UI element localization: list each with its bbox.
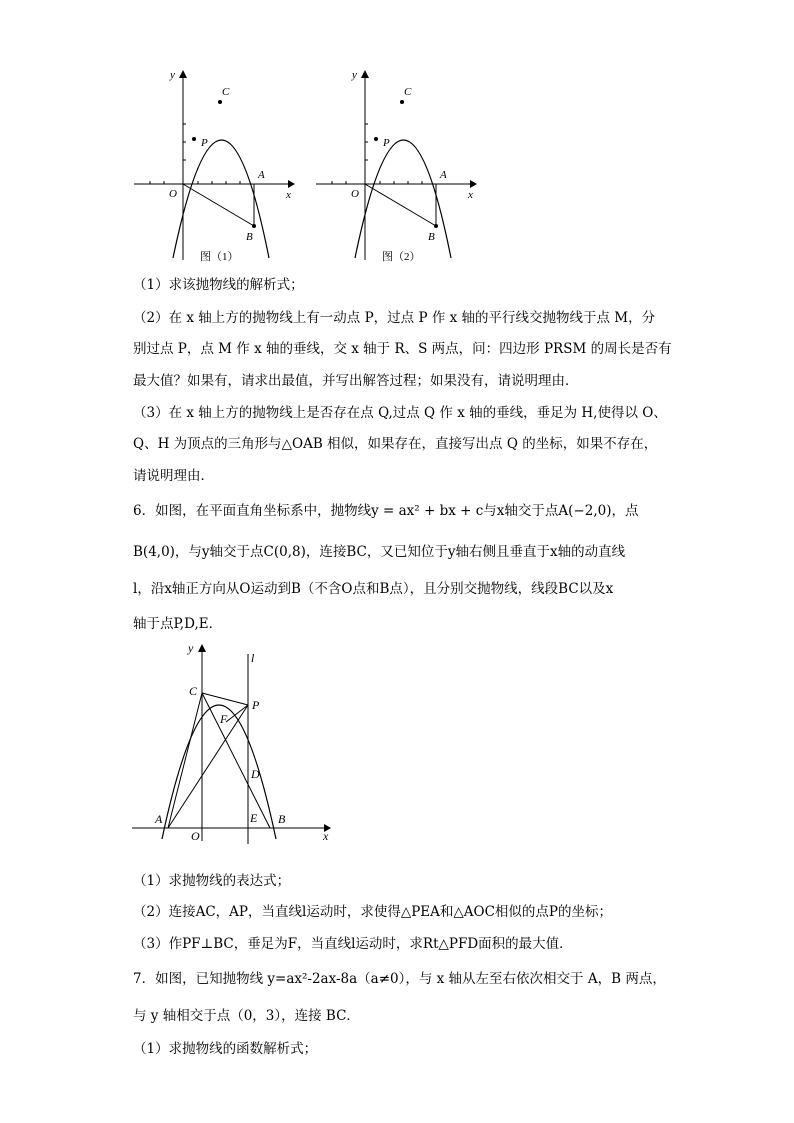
q5-part2-line3: 最大值？如果有，请求出最值，并写出解答过程；如果没有，请说明理由． [133, 373, 579, 389]
q5-part1: （1）求该抛物线的解析式； [133, 277, 304, 293]
q5-part2-line1: （2）在 x 轴上方的抛物线上有一动点 P，过点 P 作 x 轴的平行线交抛物线于点 M，分 [133, 310, 656, 326]
figure-2 [310, 60, 485, 270]
point-p [192, 137, 196, 141]
q6-stem-line4: 轴于点P,D,E． [133, 616, 223, 632]
q7-stem-line2: 与 y 轴相交于点（0，3），连接 BC． [133, 1008, 360, 1024]
label-b: B [246, 231, 253, 243]
y-axis-arrow-icon [361, 70, 369, 78]
figure-caption: 图（1） [200, 251, 239, 263]
label-b: B [428, 231, 435, 243]
label-a: A [258, 169, 265, 181]
label-p: P [383, 137, 390, 149]
label-y: y [352, 69, 357, 81]
label-o: O [191, 829, 200, 843]
segment-ob [183, 184, 254, 226]
label-b: B [278, 812, 286, 826]
segment-cp [202, 693, 248, 705]
label-y: y [170, 69, 175, 81]
q7-stem-line1: 7．如图，已知抛物线 y=ax²-2ax-8a（a≠0），与 x 轴从左至右依次相交于 A，B 两点， [133, 971, 666, 987]
point-p [374, 137, 378, 141]
figure-caption: 图（2） [382, 251, 421, 263]
label-a: A [155, 812, 163, 826]
label-a: A [440, 169, 447, 181]
label-l: l [251, 651, 255, 665]
point-b [252, 224, 256, 228]
label-c: C [222, 86, 230, 98]
label-f: F [220, 712, 228, 726]
label-x: x [323, 829, 329, 843]
y-axis-arrow-icon [198, 644, 206, 652]
label-c: C [404, 86, 412, 98]
y-axis-arrow-icon [179, 70, 187, 78]
segment-ob [365, 184, 436, 226]
q6-stem-line2: B(4,0)，与y轴交于点C(0,8)，连接BC，又已知位于y轴右侧且垂直于x轴的动直线 [133, 544, 626, 560]
label-p: P [252, 698, 260, 712]
point-c [218, 100, 222, 104]
q6-part3: （3）作PF⊥BC，垂足为F，当直线l运动时，求Rt△PFD面积的最大值． [133, 936, 573, 952]
q5-part3-line3: 请说明理由． [133, 468, 214, 484]
q6-stem-line3: l，沿x轴正方向从O运动到B（不含O点和B点），且分别交抛物线，线段BC以及x [133, 581, 614, 597]
segment-ac [168, 693, 202, 828]
point-b [434, 224, 438, 228]
q5-part2-line2: 别过点 P，点 M 作 x 轴的垂线，交 x 轴于 R、S 两点，问：四边形 PRSM 的周长是否有 [133, 341, 672, 357]
parabola-curve [355, 140, 451, 258]
segment-pf [226, 705, 248, 722]
x-axis-arrow-icon [470, 180, 477, 188]
q6-part2: （2）连接AC，AP，当直线l运动时，求使得△PEA和△AOC相似的点P的坐标； [133, 904, 612, 920]
label-o: O [351, 188, 359, 200]
label-c: C [189, 684, 198, 698]
label-p: P [201, 137, 208, 149]
q6-part1: （1）求抛物线的表达式； [133, 873, 291, 889]
q7-part1: （1）求抛物线的函数解析式； [133, 1041, 318, 1057]
label-y: y [188, 641, 194, 655]
label-x: x [468, 189, 473, 201]
label-o: O [169, 188, 177, 200]
parabola-curve [173, 140, 269, 258]
q6-stem-line1: 6．如图，在平面直角坐标系中，抛物线y = ax² + bx + c与x轴交于点A(−2,0)，点 [133, 503, 639, 519]
figure-1 [128, 60, 303, 270]
label-e: E [250, 811, 258, 825]
q5-part3-line2: Q、H 为顶点的三角形与△OAB 相似，如果存在，直接写出点 Q 的坐标，如果不存在， [133, 436, 658, 452]
x-axis-arrow-icon [288, 180, 295, 188]
point-c [400, 100, 404, 104]
label-x: x [286, 189, 291, 201]
label-d: D [251, 767, 260, 781]
figure-3 [128, 636, 343, 846]
q5-part3-line1: （3）在 x 轴上方的抛物线上是否存在点 Q,过点 Q 作 x 轴的垂线，垂足为 H,使得以 O、 [133, 405, 667, 421]
